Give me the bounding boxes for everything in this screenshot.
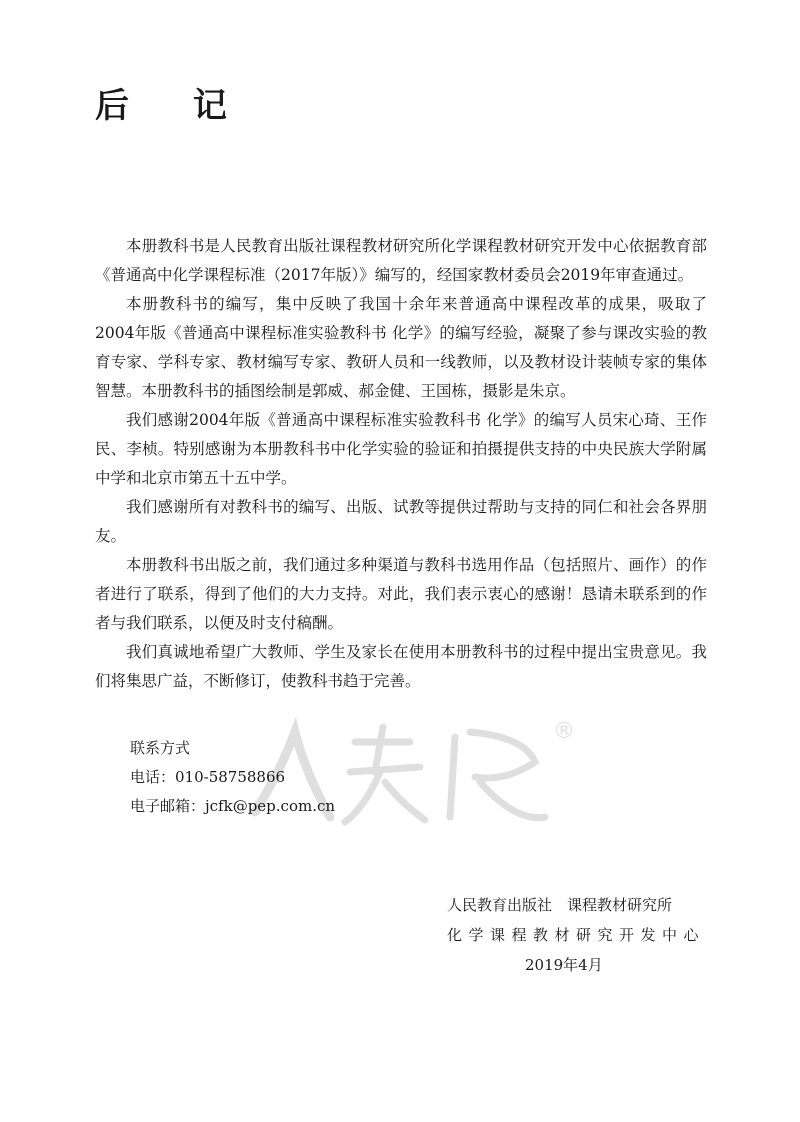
contact-heading: 联系方式 (130, 739, 191, 757)
paragraph-4: 我们感谢所有对教科书的编写、出版、试教等提供过帮助与支持的同仁和社会各界朋友。 (95, 498, 707, 545)
contact-block (130, 734, 335, 821)
paragraph-1: 本册教科书是人民教育出版社课程教材研究所化学课程教材研究开发中心依据教育部《普通高中化学课程标准（2017年版）》编写的，经国家教材委员会2019年审查通过。 (95, 237, 707, 284)
paragraph-2: 本册教科书的编写，集中反映了我国十余年来普通高中课程改革的成果，吸取了2004年版《普通高中课程标准实验教科书 化学》的编写经验，凝聚了参与课改实验的教育专家、学科专家、教材编写专家、教研人员和一线教师，以及教材设计装帧专家的集体智慧。本册教科书的插图绘制是郭威、郝金健、王国栋，摄影是朱京。 (95, 295, 707, 400)
page-title: 后 记 (95, 86, 253, 126)
paragraph-5: 本册教科书出版之前，我们通过多种渠道与教科书选用作品（包括照片、画作）的作者进行了联系，得到了他们的大力支持。对此，我们表示衷心的感谢！恳请未联系到的作者与我们联系，以便及时支付稿酬。 (95, 556, 707, 632)
contact-email: 电子邮箱：jcfk@pep.com.cn (130, 797, 336, 815)
contact-phone: 电话：010-58758866 (130, 768, 286, 786)
afterword-body (95, 232, 707, 696)
paragraph-3: 我们感谢2004年版《普通高中课程标准实验教科书 化学》的编写人员宋心琦、王作民、李桢。特别感谢为本册教科书中化学实验的验证和拍摄提供支持的中央民族大学附属中学和北京市第五十五中学。 (95, 411, 707, 487)
registered-mark: ® (553, 719, 575, 744)
signature-publisher: 人民教育出版社 课程教材研究所 (447, 896, 673, 914)
signature-block (447, 890, 706, 980)
signature-center: 化学课程教材研究开发中心 (447, 926, 706, 944)
paragraph-6: 我们真诚地希望广大教师、学生及家长在使用本册教科书的过程中提出宝贵意见。我们将集思广益，不断修订，使教科书趋于完善。 (95, 643, 707, 690)
signature-date: 2019年4月 (525, 956, 603, 974)
